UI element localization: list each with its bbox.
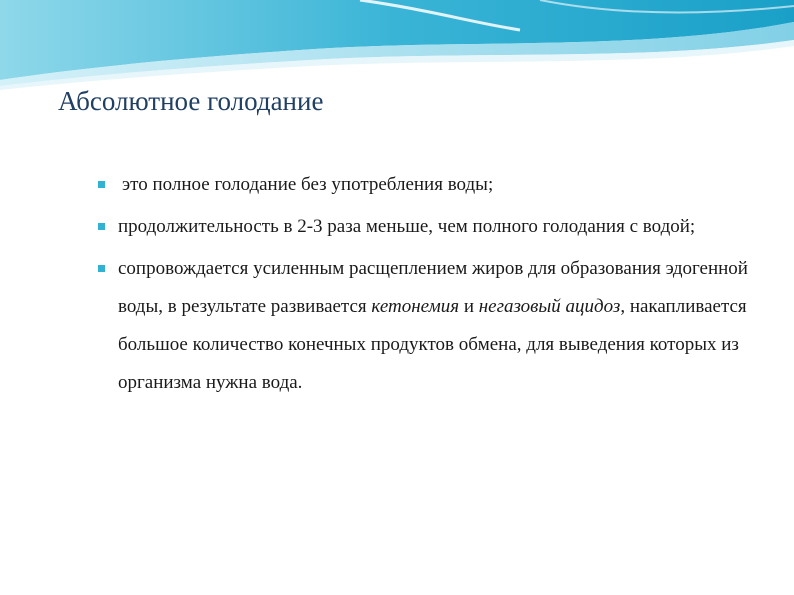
bullet-text-1: это полное голодание без употребления воды; (122, 174, 494, 195)
bullet-item-2 (96, 208, 756, 246)
square-bullet-icon (98, 181, 105, 188)
term-ketonemia: кетонемия (371, 296, 460, 317)
bullet-text-3-part-3: , накапливается большое количество конечных продуктов обмена, для выведения которых из организма нужна вода. (118, 296, 747, 393)
decorative-wave-header (0, 0, 794, 100)
bullet-item-1 (96, 166, 756, 204)
term-nongas-acidosis: негазовый ацидоз (478, 296, 621, 317)
slide-title: Абсолютное голодание (58, 86, 324, 116)
bullet-item-3 (96, 250, 756, 402)
bullet-text-3-part-1: сопровождается усиленным расщеплением жиров для образования эдогенной воды, в результате развивается (118, 258, 748, 317)
square-bullet-icon (98, 223, 105, 230)
bullet-text-2: продолжительность в 2-3 раза меньше, чем полного голодания с водой; (118, 216, 696, 237)
bullet-text-3 (118, 258, 748, 393)
bullet-text-3-part-2: и (459, 296, 479, 317)
bullet-list (96, 166, 756, 406)
square-bullet-icon (98, 265, 105, 272)
